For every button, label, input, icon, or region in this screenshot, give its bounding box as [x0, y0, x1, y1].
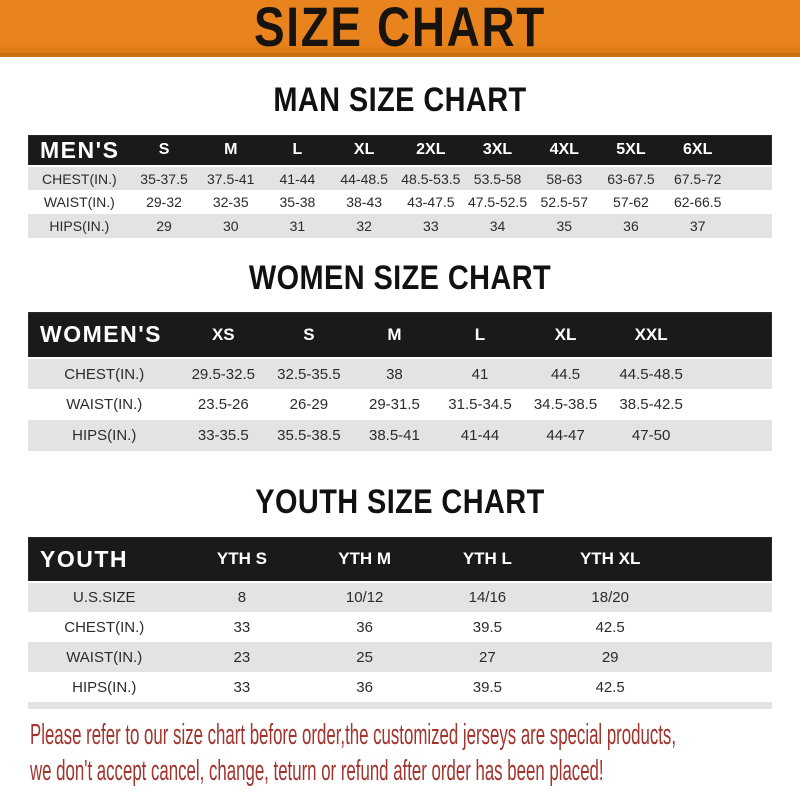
filler-cell — [731, 166, 772, 190]
youth-size-section — [0, 485, 800, 709]
size-value-cell: 38-43 — [346, 194, 383, 210]
youth-section-heading: YOUTH SIZE CHART — [255, 483, 545, 521]
column-header: 5XL — [616, 141, 646, 158]
order-policy-note — [30, 717, 800, 789]
column-header: XS — [211, 324, 235, 344]
size-value-cell: 52.5-57 — [540, 194, 588, 210]
column-header: YTH M — [338, 549, 392, 568]
size-value-cell: 30 — [222, 218, 239, 234]
size-value-cell: 47.5-52.5 — [467, 194, 528, 210]
size-value-cell: 26-29 — [289, 396, 329, 413]
table-row — [28, 190, 772, 214]
men-section-heading: MAN SIZE CHART — [273, 81, 527, 119]
size-value-cell: 39.5 — [472, 678, 502, 696]
size-value-cell: 10/12 — [345, 589, 384, 606]
youth-table-wrap — [28, 537, 772, 709]
column-header: 4XL — [549, 141, 579, 158]
size-value-cell: 41 — [471, 365, 489, 383]
size-chart-body — [0, 83, 800, 709]
men-size-section — [0, 83, 800, 238]
size-value-cell: 29-31.5 — [368, 396, 420, 413]
men-table-wrap — [28, 135, 772, 238]
size-value-cell: 37 — [689, 218, 706, 234]
size-value-cell: 29 — [156, 218, 172, 234]
size-value-cell: 37.5-41 — [206, 170, 255, 187]
men-size-table — [28, 135, 772, 238]
table-row — [28, 420, 772, 451]
size-value-cell: 44-48.5 — [340, 170, 388, 187]
size-value-cell: 31 — [289, 218, 306, 234]
size-value-cell: 44.5-48.5 — [619, 365, 683, 383]
table-corner-label: MEN'S — [40, 136, 120, 163]
column-header: S — [303, 324, 315, 344]
table-corner-label: WOMEN'S — [40, 321, 163, 347]
filler-cell — [672, 672, 772, 702]
size-value-cell: 48.5-53.5 — [401, 170, 461, 187]
row-label: U.S.SIZE — [73, 589, 136, 606]
row-label: CHEST(IN.) — [64, 365, 145, 383]
size-value-cell: 27 — [479, 648, 496, 666]
women-section-heading: WOMEN SIZE CHART — [248, 259, 552, 297]
size-value-cell: 34.5-38.5 — [533, 396, 598, 413]
row-label: WAIST(IN.) — [66, 648, 143, 666]
column-header: M — [224, 141, 238, 158]
size-value-cell: 35.5-38.5 — [277, 427, 341, 444]
size-value-cell: 32 — [356, 218, 372, 234]
order-policy-line-1: Please refer to our size chart before order,the customized jerseys are special products, — [30, 719, 677, 751]
filler-cell — [672, 612, 772, 642]
row-label: HIPS(IN.) — [72, 678, 137, 696]
column-header: XL — [353, 141, 375, 158]
size-value-cell: 53.5-58 — [473, 170, 522, 187]
size-value-cell: 41-44 — [279, 170, 316, 187]
column-header: L — [292, 141, 303, 158]
size-chart-banner — [0, 0, 800, 57]
size-value-cell: 32.5-35.5 — [277, 365, 341, 383]
size-value-cell: 63-67.5 — [607, 170, 655, 187]
women-size-table — [28, 312, 772, 451]
size-value-cell: 36 — [356, 678, 373, 696]
table-row — [28, 214, 772, 238]
table-corner-label: YOUTH — [40, 545, 128, 572]
size-value-cell: 25 — [356, 648, 373, 666]
row-label: WAIST(IN.) — [43, 194, 115, 210]
table-row — [28, 612, 772, 642]
table-row — [28, 582, 772, 612]
size-value-cell: 41-44 — [460, 427, 500, 444]
size-value-cell: 36 — [623, 218, 639, 234]
filler-cell — [731, 190, 772, 214]
column-header: 2XL — [416, 141, 446, 158]
filler-cell — [731, 135, 772, 166]
size-value-cell: 29-32 — [146, 194, 182, 210]
filler-cell — [731, 214, 772, 238]
row-label: HIPS(IN.) — [72, 427, 137, 444]
column-header: YTH S — [216, 549, 267, 568]
filler-cell — [694, 420, 772, 451]
size-value-cell: 29 — [601, 648, 619, 666]
column-header: L — [474, 324, 486, 344]
header-row — [28, 135, 772, 166]
column-header: 3XL — [482, 141, 513, 158]
size-value-cell: 39.5 — [472, 618, 502, 636]
size-value-cell: 42.5 — [595, 678, 625, 696]
size-value-cell: 44.5 — [550, 365, 581, 383]
size-value-cell: 29.5-32.5 — [191, 365, 255, 383]
women-size-section — [0, 261, 800, 451]
size-value-cell: 38.5-42.5 — [619, 396, 683, 413]
size-value-cell: 38.5-41 — [368, 427, 420, 444]
size-value-cell: 33 — [423, 218, 439, 234]
column-header: M — [387, 324, 402, 344]
filler-cell — [672, 537, 772, 582]
size-value-cell: 67.5-72 — [673, 170, 722, 187]
row-label: WAIST(IN.) — [66, 396, 143, 413]
size-value-cell: 33 — [233, 618, 251, 636]
header-row — [28, 312, 772, 358]
column-header: XXL — [634, 324, 668, 344]
size-value-cell: 14/16 — [468, 589, 507, 606]
size-value-cell: 44-47 — [546, 427, 585, 444]
row-label: HIPS(IN.) — [49, 218, 110, 234]
filler-cell — [694, 358, 772, 389]
size-value-cell: 35-38 — [279, 194, 316, 210]
column-header: YTH L — [462, 549, 512, 568]
filler-cell — [694, 312, 772, 358]
women-table-wrap — [28, 312, 772, 451]
row-label: CHEST(IN.) — [42, 170, 117, 187]
size-value-cell: 33 — [233, 678, 251, 696]
size-value-cell: 36 — [356, 618, 373, 636]
youth-size-table — [28, 537, 772, 702]
table-row — [28, 642, 772, 672]
size-value-cell: 34 — [489, 218, 506, 234]
size-value-cell: 35-37.5 — [140, 170, 188, 187]
column-header: 6XL — [683, 141, 713, 158]
size-value-cell: 35 — [556, 218, 573, 234]
size-value-cell: 31.5-34.5 — [448, 396, 512, 413]
size-value-cell: 57-62 — [613, 194, 649, 210]
table-row — [28, 389, 772, 420]
table-row — [28, 672, 772, 702]
size-value-cell: 23.5-26 — [197, 396, 249, 413]
size-value-cell: 33-35.5 — [197, 427, 249, 444]
table-row — [28, 166, 772, 190]
size-value-cell: 18/20 — [591, 589, 629, 606]
size-value-cell: 42.5 — [595, 618, 625, 636]
size-value-cell: 38 — [386, 365, 403, 383]
size-value-cell: 43-47.5 — [407, 194, 455, 210]
filler-cell — [672, 642, 772, 672]
row-label: CHEST(IN.) — [64, 618, 145, 636]
size-value-cell: 32-35 — [212, 194, 249, 210]
column-header: S — [158, 141, 170, 158]
size-value-cell: 8 — [237, 589, 247, 606]
size-value-cell: 62-66.5 — [673, 194, 722, 210]
filler-cell — [672, 582, 772, 612]
order-policy-line-2: we don't accept cancel, change, teturn or refund after order has been placed! — [30, 755, 604, 787]
header-row — [28, 537, 772, 582]
banner-title: SIZE CHART — [254, 0, 546, 58]
size-value-cell: 23 — [233, 648, 251, 666]
size-value-cell: 47-50 — [631, 427, 671, 444]
column-header: XL — [554, 324, 577, 344]
filler-cell — [694, 389, 772, 420]
size-value-cell: 58-63 — [546, 170, 583, 187]
column-header: YTH XL — [579, 549, 641, 568]
table-row — [28, 358, 772, 389]
